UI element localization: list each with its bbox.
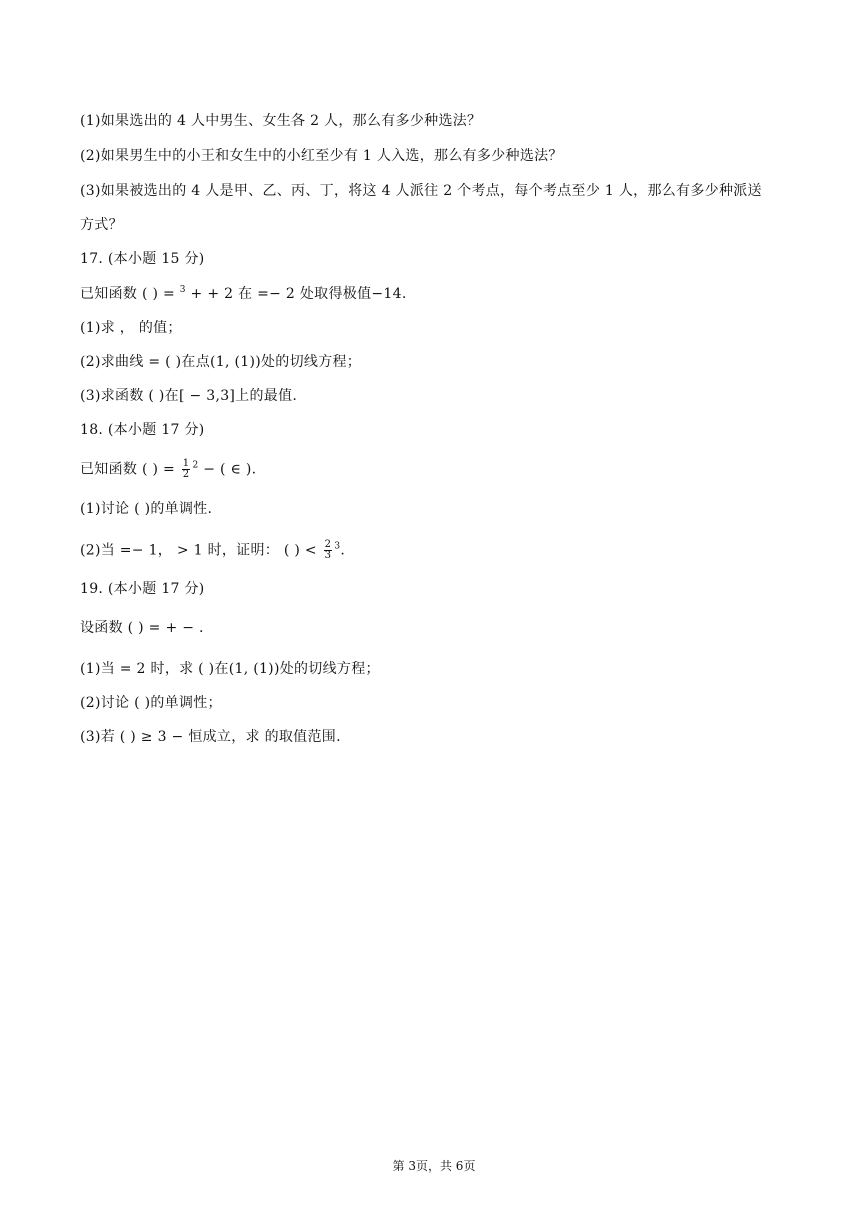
q17-stem-exponent: 3 <box>179 285 186 295</box>
q17-stem-text-a: 已知函数 ( ) = <box>80 286 180 302</box>
q19-part2: (2)讨论 ( )的单调性； <box>80 695 222 711</box>
q17-heading: 17. (本小题 15 分) <box>80 251 205 267</box>
q18-part1: (1)讨论 ( )的单调性. <box>80 501 213 517</box>
q19-part3: (3)若 ( ) ≥ 3 − 恒成立，求 的取值范围. <box>80 729 341 745</box>
q17-part1: (1)求 ， 的值； <box>80 320 182 336</box>
q19-part1: (1)当 = 2 时，求 ( )在(1, (1))处的切线方程； <box>80 661 380 677</box>
q16-part3-line2: 方式？ <box>80 217 123 233</box>
q16-part3-line1: (3)如果被选出的 4 人是甲、乙、丙、丁，将这 4 人派往 2 个考点，每个考点至少 1 人，那么有多少种派送 <box>80 183 762 199</box>
q18-stem <box>80 459 256 480</box>
q18-stem-fraction <box>182 459 191 480</box>
page-footer: 第 3页，共 6页 <box>392 1159 476 1173</box>
q16-part2: (2)如果男生中的小王和女生中的小红至少有 1 人入选，那么有多少种选法？ <box>80 148 563 164</box>
q18-stem-exponent: 2 <box>192 460 199 471</box>
q18-part2-frac-numerator: 2 <box>324 539 332 550</box>
q17-part2: (2)求曲线 = ( )在点(1, (1))处的切线方程； <box>80 354 362 370</box>
q17-stem <box>80 285 407 303</box>
q16-part1: (1)如果选出的 4 人中男生、女生各 2 人，那么有多少种选法？ <box>80 113 482 129</box>
q18-heading: 18. (本小题 17 分) <box>80 422 205 438</box>
q18-stem-text-a: 已知函数 ( ) = <box>80 461 180 478</box>
q18-frac-numerator: 1 <box>182 458 190 469</box>
q18-part2-exponent: 3 <box>334 541 341 552</box>
q18-part2-frac-denominator: 3 <box>324 550 332 561</box>
q18-part2-text-a: (2)当 =− 1， > 1 时，证明： ( ) < <box>80 542 322 559</box>
q18-part2-text-b: . <box>340 542 346 559</box>
q18-stem-text-b: − ( ∈ ). <box>198 461 257 478</box>
q17-part3: (3)求函数 ( )在[ − 3,3]上的最值. <box>80 388 298 404</box>
q17-stem-text-b: + + 2 在 =− 2 处取得极值−14. <box>185 286 407 302</box>
q18-part2-fraction <box>324 540 333 561</box>
q18-frac-denominator: 2 <box>182 469 190 480</box>
q19-stem: 设函数 ( ) = + − . <box>80 620 204 636</box>
q18-part2 <box>80 540 345 561</box>
q19-heading: 19. (本小题 17 分) <box>80 581 205 597</box>
